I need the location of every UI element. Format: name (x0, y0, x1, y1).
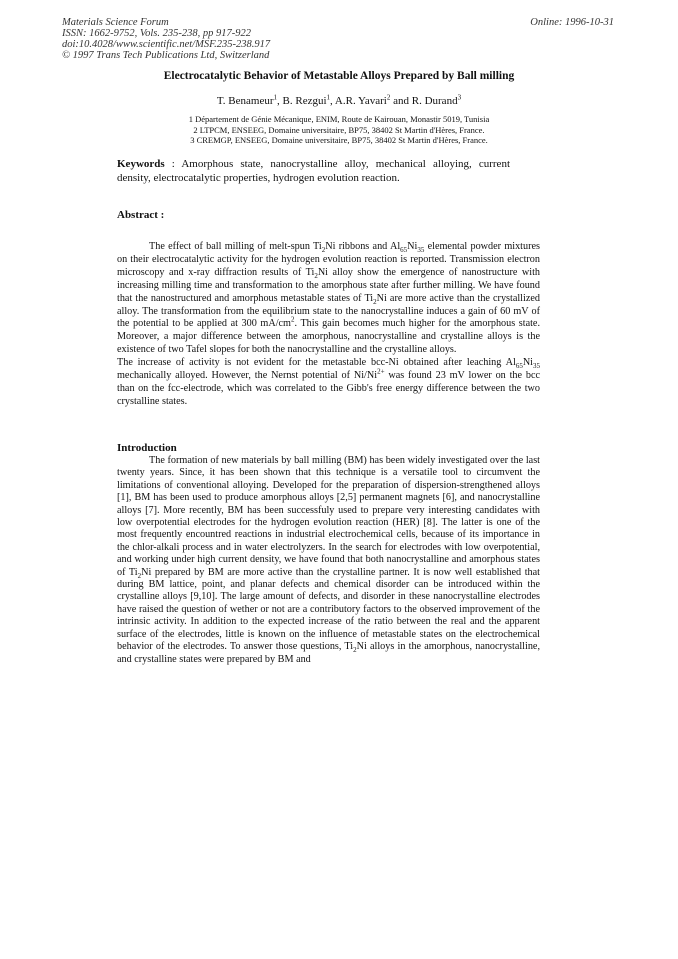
keywords-label: Keywords (117, 158, 165, 170)
text-run: Ni are more active than the crystallized alloy. The transformation from the equilibrium state to the nanocrystalline induces a gain of 60 mV of the potential to be applied at 300 mA/cm (117, 292, 540, 330)
abstract-paragraph-2 (117, 357, 540, 409)
keywords-text: : Amorphous state, nanocrystalline alloy, mechanical alloying, current density, electrocatalytic properties, hydrogen evolution reaction. (117, 158, 510, 184)
subscript: 65 (515, 362, 523, 371)
affil-mark: 1 (273, 93, 278, 102)
abstract-body (117, 241, 540, 409)
keywords-block (117, 158, 510, 185)
text-run: was found 23 mV lower on the bcc than on the fcc-electrode, which was correlated to the Gibb's free energy difference between the two crystalline states. (117, 370, 540, 407)
affil-mark: 2 (386, 93, 391, 102)
text-run: The formation of new materials by ball milling (BM) has been widely investigated over the last twenty years. Since, it has been shown that this technique is a versatile tool to circumvent the limitations of conventional alloying. Developed for the preparation of dispersion-strengthened alloys [1], BM has been used to produce amorphous alloys [2,5] permanent magnets [6], and nanocrystalline alloys [7]. More recently, BM has been successfuly used to prepare very interesting candidates with low overpotential electrodes for the hydrogen evolution reaction (HER) [8]. The latter is one of the most frequently encountred reactions in industrial electrochemical cells, because of its importance in the chlor-alkali process and in water electrolyzers. In the search for electrodes with low overpotential, and working under high current density, we have found that both nanocrystalline and amorphous states of Ti (117, 455, 540, 578)
introduction-heading: Introduction (117, 442, 177, 454)
superscript: 2 (291, 316, 295, 325)
journal-header (62, 17, 270, 61)
author-name: T. Benameur (216, 95, 274, 107)
author-name: , A.R. Yavari (330, 95, 387, 107)
subscript: 35 (417, 246, 425, 255)
text-run: The increase of activity is not evident for the metastable bcc-Ni obtained after leaching Al (117, 357, 516, 369)
online-date: Online: 1996-10-31 (530, 17, 614, 28)
text-run: Ni alloy show the emergence of nanostructure with increasing milling time and transformation to the amorphous state after further milling. We have found that the nanostructured and amorphous metastable states of Ti (117, 266, 540, 304)
text-run: Ni alloys in the amorphous, nanocrystalline, and crystalline states were prepared by BM and (117, 641, 541, 665)
journal-name: Materials Science Forum (62, 17, 169, 28)
text-run: elemental powder mixtures on their electrocatalytic activity for the hydrogen evolution reaction is reported. Transmission electron microscopy and x-ray diffraction results of Ti (117, 241, 540, 278)
subscript: 2 (137, 571, 142, 580)
subscript: 2 (314, 271, 318, 280)
text-run: The effect of ball milling of melt-spun Ti (149, 241, 322, 252)
affiliation-3: 3 CREMGP, ENSEEG, Domaine universitaire, BP75, 38402 St Martin d'Hères, France. (190, 135, 488, 145)
text-run: . This gain becomes much higher for the amorphous state. Moreover, a major difference between the amorphous, nanocrystalline and crystalline alloys is the existence of two Tafel slopes for both the nanocrystalline and the crystalline alloys. (117, 318, 540, 356)
subscript: 65 (400, 246, 408, 255)
text-run: Ni prepared by BM are more active than the crystalline partner. It is now well established that during BM lattice, point, and planar defects and chemical disorder can be introduced within the crystalline alloys [9,10]. The large amount of defects, and disorder in these nanocrystalline electrodes have raised the question of wether or not are a contributory factors to the observed improvement of the intrinsic activity. In addition to the expected increase of the ratio between the real and the apparent surface of the electrodes, little is known on the influence of metastable states on the electrochemical behavior of the electrodes. To answer those questions, Ti (117, 566, 540, 653)
text-run: Ni (522, 357, 533, 369)
doi-line[interactable]: doi:10.4028/www.scientific.net/MSF.235-238.917 (62, 39, 271, 50)
text-run: mechanically alloyed. However, the Nernst potential of Ni/Ni (117, 370, 378, 382)
subscript: 2 (321, 246, 326, 255)
subscript: 2 (373, 297, 377, 306)
copyright-line: © 1997 Trans Tech Publications Ltd, Switzerland (62, 50, 270, 61)
author-name: , B. Rezgui (277, 95, 327, 107)
abstract-paragraph-1 (117, 241, 540, 357)
superscript: 2+ (377, 367, 385, 376)
introduction-paragraph (117, 455, 540, 666)
abstract-heading: Abstract : (117, 209, 165, 221)
affiliations (0, 114, 678, 146)
introduction-body (117, 455, 540, 666)
affiliation-2: 2 LTPCM, ENSEEG, Domaine universitaire, BP75, 38402 St Martin d'Hères, France. (193, 124, 485, 135)
issn-line: ISSN: 1662-9752, Vols. 235-238, pp 917-922 (62, 28, 251, 39)
subscript: 2 (353, 646, 357, 655)
affil-mark: 3 (457, 93, 462, 102)
text-run: Ni (407, 241, 418, 252)
author-list (0, 95, 678, 107)
subscript: 35 (533, 362, 540, 371)
affiliation-1: 1 Département de Génie Mécanique, ENIM, Route de Kairouan, Monastir 5019, Tunisia (188, 114, 490, 124)
author-name: and R. Durand (390, 95, 458, 107)
text-run: Ni ribbons and Al (325, 241, 401, 252)
paper-title: Electrocatalytic Behavior of Metastable Alloys Prepared by Ball milling (163, 70, 515, 82)
affil-mark: 1 (326, 93, 331, 102)
